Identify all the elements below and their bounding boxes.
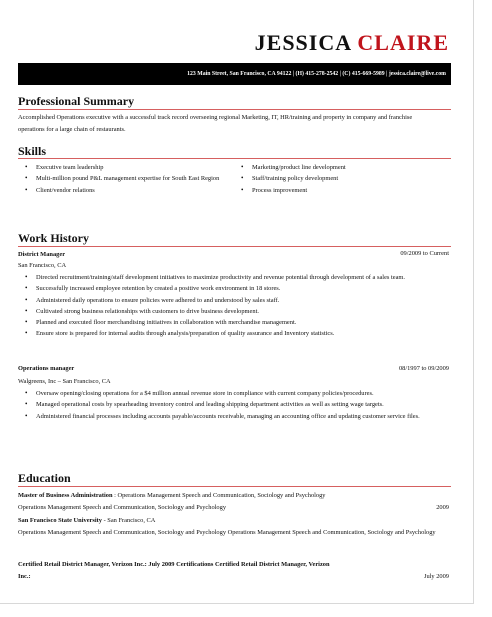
skill-item: • Client/vendor relations [18, 185, 228, 196]
education-divider [18, 486, 451, 487]
education-entry [18, 490, 443, 502]
degree-field: : Operations Management Speech and Communication, Sociology and Psychology [112, 492, 326, 499]
summary-text: Accomplished Operations executive with a successful track record overseeing regional Marketing, IT, HR/training and property in company and franchise operations for a large chain of restaurants. [18, 114, 413, 133]
job-location: Walgreens, Inc – San Francisco, CA [18, 378, 111, 385]
job-title: District Manager [18, 251, 66, 258]
job-title: Operations manager [18, 365, 75, 372]
job-bullet: • Administered financial processes including accounts payable/accounts receivable, managing an accounting office and updating customer service files. [18, 411, 448, 422]
school-detail: Operations Management Speech and Communication, Sociology and Psychology Operations Management Speech and Communication, Sociology and Psychology [18, 529, 436, 536]
school-location: - San Francisco, CA [101, 517, 156, 524]
work-title: Work History [18, 231, 89, 245]
school-name: San Francisco State University [18, 517, 102, 524]
job-dates: 09/2009 to Current [400, 250, 449, 257]
job-bullet: • Successfully increased employee retention by created a positive work environment in 18 stores. [18, 283, 446, 294]
contact-bar [18, 63, 451, 85]
last-name: CLAIRE [357, 30, 449, 55]
certification: Certified Retail District Manager, Verizon Inc.: July 2009 Certifications Certified Retail District Manager, Verizon [18, 561, 330, 568]
summary-divider [18, 109, 451, 110]
degree: Master of Business Administration [18, 492, 113, 499]
skills-title: Skills [18, 144, 47, 158]
job-dates: 08/1997 to 09/2009 [398, 365, 449, 372]
job-location: San Francisco, CA [18, 262, 67, 269]
job-bullet: • Cultivated strong business relationships with customers to drive business development. [18, 306, 446, 317]
job-bullets [18, 388, 448, 422]
skill-item: • Staff/training policy development [234, 173, 449, 184]
job-bullets [18, 272, 446, 340]
job-bullet: • Ensure store is prepared for internal audits through analysis/preparation of quality assurance and Inventory statistics. [18, 328, 446, 339]
work-divider [18, 246, 451, 247]
education-entry [18, 515, 155, 527]
skills-divider [18, 158, 451, 159]
job-bullet: • Managed operational costs by spearheading inventory control and leading shipping department activities as well as setting wage targets. [18, 399, 448, 410]
skill-item: • Executive team leadership [18, 162, 228, 173]
job-bullet: • Oversaw opening/closing operations for a $4 million annual revenue store in compliance with current company policies/procedures. [18, 388, 448, 399]
contact-info: 123 Main Street, San Francisco, CA 94122 | (H) 415-278-2542 | (C) 415-669-5989 | jessica.claire@live.com [187, 71, 446, 77]
skill-item: • Process improvement [234, 185, 449, 196]
degree-year: 2009 [436, 504, 449, 511]
summary-title: Professional Summary [18, 94, 135, 108]
job-bullet: • Planned and executed floor merchandising initiatives in collaboration with merchandise management. [18, 317, 446, 328]
skills-list-left [18, 162, 228, 196]
education-title: Education [18, 471, 71, 485]
skill-item: • Marketing/product line development [234, 162, 449, 173]
certification-date: July 2009 [423, 573, 449, 580]
skill-item: • Multi-million pound P&L management expertise for South East Region [18, 173, 228, 184]
job-bullet: • Administered daily operations to ensure policies were adhered to and understood by sales staff. [18, 295, 446, 306]
candidate-name [255, 30, 449, 56]
first-name: JESSICA [254, 30, 351, 55]
skills-list-right [234, 162, 449, 196]
degree-detail: Operations Management Speech and Communication, Sociology and Psychology [18, 504, 227, 511]
job-bullet: • Directed recruitment/training/staff development initiatives to maximize productivity and revenue potential through development of a sales team. [18, 272, 446, 283]
certification-cont: Inc.: [18, 573, 31, 580]
